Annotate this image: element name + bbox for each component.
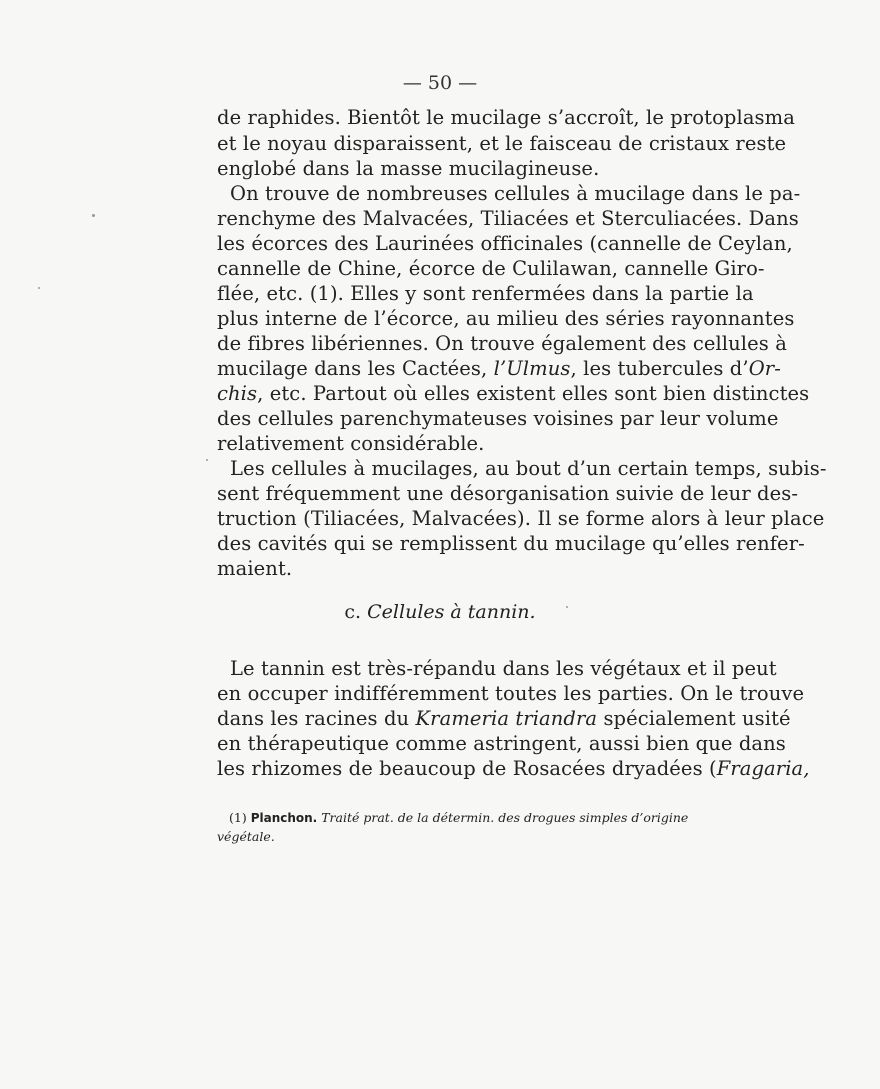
text-line: maient. [217, 557, 293, 580]
italic-taxon: Krameria triandra [415, 707, 598, 730]
text-line: et le noyau disparaissent, et le faisceau de cristaux reste [217, 132, 787, 155]
text-line: sent fréquemment une désorganisation suivie de leur des- [217, 482, 799, 505]
text-line: de raphides. Bientôt le mucilage s’accroît, le protoplasma [217, 106, 795, 129]
italic-taxon: chis [217, 382, 258, 405]
text-line [217, 757, 810, 781]
footnote-marker: (1) [229, 810, 251, 825]
text-fragment: dans les racines du [217, 707, 416, 730]
text-fragment: , etc. Partout où elles existent elles sont bien distinctes [257, 382, 810, 405]
text-line [217, 382, 810, 406]
text-line: flée, etc. (1). Elles y sont renfermées dans la partie la [217, 282, 754, 305]
text-line: Le tannin est très-répandu dans les végétaux et il peut [230, 657, 777, 680]
text-fragment: , les tubercules d’ [570, 357, 749, 380]
text-line: en occuper indifféremment toutes les parties. On le trouve [217, 682, 805, 705]
scan-speck [92, 214, 95, 217]
page-number: — 50 — [402, 72, 478, 94]
heading-title: Cellules à tannin. [367, 601, 536, 623]
text-line: Les cellules à mucilages, au bout d’un certain temps, subis- [230, 457, 827, 480]
text-line: de fibres libériennes. On trouve également des cellules à [217, 332, 787, 355]
scan-speck [566, 606, 568, 608]
text-line: les écorces des Laurinées officinales (cannelle de Ceylan, [217, 232, 793, 255]
footnote-line [217, 828, 669, 846]
text-line [217, 707, 791, 731]
footnote-title-cont: végétale. [217, 829, 275, 844]
text-fragment: les rhizomes de beaucoup de Rosacées dryadées ( [217, 757, 717, 780]
text-line: truction (Tiliacées, Malvacées). Il se forme alors à leur place [217, 507, 825, 530]
text-line: des cellules parenchymateuses voisines par leur volume [217, 407, 779, 430]
text-line: renchyme des Malvacées, Tiliacées et Sterculiacées. Dans [217, 207, 799, 230]
scan-speck [206, 459, 208, 461]
italic-taxon: l’Ulmus [493, 357, 571, 380]
text-line: cannelle de Chine, écorce de Culilawan, cannelle Giro- [217, 257, 765, 280]
text-line [217, 357, 781, 381]
heading-prefix: c. [344, 601, 368, 623]
text-line: des cavités qui se remplissent du mucilage qu’elles renfer- [217, 532, 805, 555]
text-fragment: mucilage dans les Cactées, [217, 357, 494, 380]
text-fragment: spécialement usité [597, 707, 791, 730]
scan-speck [38, 287, 40, 289]
footnote-line [229, 809, 689, 827]
text-line: relativement considérable. [217, 432, 485, 455]
text-line: On trouve de nombreuses cellules à mucilage dans le pa- [230, 182, 801, 205]
text-line: plus interne de l’écorce, au milieu des séries rayonnantes [217, 307, 795, 330]
italic-taxon: Fragaria, [716, 757, 810, 780]
footnote-title: Traité prat. de la détermin. des drogues simples d’origine [317, 810, 689, 825]
text-line: englobé dans la masse mucilagineuse. [217, 157, 600, 180]
section-heading [0, 600, 880, 624]
text-line: en thérapeutique comme astringent, aussi bien que dans [217, 732, 786, 755]
italic-taxon: Or- [748, 357, 781, 380]
footnote-author: Planchon. [250, 811, 318, 825]
